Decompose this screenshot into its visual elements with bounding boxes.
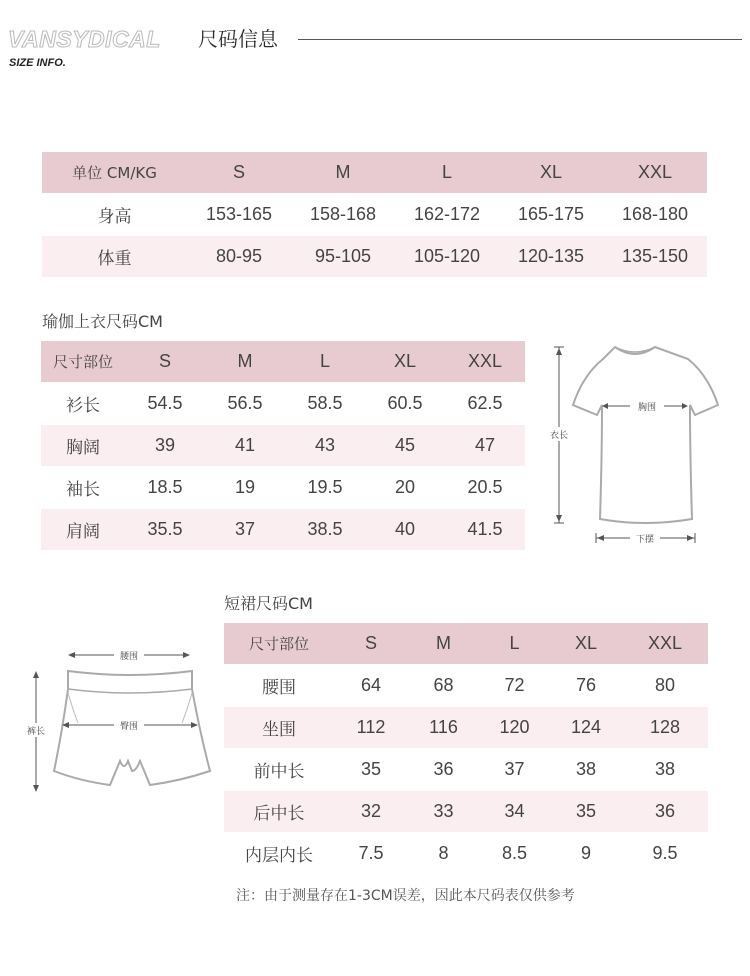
table-cell: 158-168: [309, 204, 377, 224]
table-row: [41, 466, 525, 509]
table-cell: 162-172: [413, 204, 481, 224]
table-cell: 33: [408, 791, 479, 832]
header-divider: [298, 39, 742, 40]
table-cell: 36: [433, 759, 454, 779]
chest-label: 胸围: [637, 403, 657, 413]
row-label: 体重: [42, 236, 187, 277]
table-cell: 20.5: [467, 477, 503, 497]
table-cell: 80-95: [187, 236, 291, 277]
table-cell: 68: [433, 675, 454, 695]
table-cell: 47: [445, 425, 525, 466]
table-cell: 64: [360, 675, 382, 695]
row-label: 肩阔: [41, 509, 125, 550]
table-cell: 72: [504, 675, 525, 695]
table-cell: 34: [479, 791, 550, 832]
column-header: 尺寸部位: [224, 623, 334, 664]
table-cell: 80: [654, 675, 676, 695]
row-label: 胸阔: [41, 425, 125, 466]
skirt-size-table: [224, 623, 708, 875]
table-cell: 37: [504, 759, 525, 779]
column-header: M: [291, 152, 395, 193]
column-header: M: [205, 341, 285, 382]
row-label: 身高: [97, 207, 132, 227]
table-cell: 40: [365, 509, 445, 550]
disclaimer-note: 注：由于测量存在1-3CM误差，因此本尺码表仅供参考: [236, 888, 575, 904]
column-header: XXL: [445, 341, 525, 382]
table-cell: 95-105: [291, 236, 395, 277]
table-cell: 153-165: [205, 204, 273, 224]
table-cell: 43: [285, 425, 365, 466]
table-row: [224, 791, 708, 832]
length-label: 衣长: [549, 431, 569, 441]
skirt-section-title: 短裙尺码CM: [224, 594, 313, 613]
column-header: L: [395, 152, 499, 193]
table-row: [41, 382, 525, 425]
table-row: [224, 748, 708, 791]
table-cell: 20: [394, 477, 416, 497]
column-header: S: [125, 341, 205, 382]
brand-logo: VANSYDICAL: [8, 26, 161, 52]
skirt-diagram: [20, 643, 220, 803]
row-label: 后中长: [224, 791, 334, 832]
column-header: XXL: [603, 152, 707, 193]
column-header: XL: [550, 623, 622, 664]
column-header: L: [479, 623, 550, 664]
table-cell: 8: [438, 843, 449, 863]
table-cell: 112: [334, 707, 408, 748]
page-subtitle: SIZE INFO.: [9, 57, 66, 69]
column-header: S: [334, 623, 408, 664]
column-header: XXL: [622, 623, 708, 664]
row-label: 前中长: [253, 762, 305, 782]
hem-label: 下摆: [635, 535, 655, 545]
table-header-row: [42, 152, 707, 193]
row-label: 袖长: [66, 480, 100, 500]
table-cell: 38: [654, 759, 676, 779]
table-cell: 19: [234, 477, 256, 497]
table-cell: 62.5: [467, 393, 503, 413]
table-row: [41, 425, 525, 466]
table-cell: 41: [205, 425, 285, 466]
row-label: 内层内长: [245, 846, 313, 866]
table-cell: 38.5: [285, 509, 365, 550]
table-cell: 35: [550, 791, 622, 832]
table-cell: 38: [575, 759, 597, 779]
page-title: 尺码信息: [198, 27, 278, 51]
table-cell: 60.5: [387, 393, 423, 413]
top-size-table: [41, 341, 525, 550]
table-cell: 105-120: [395, 236, 499, 277]
table-cell: 56.5: [227, 393, 263, 413]
table-cell: 7.5: [358, 843, 384, 863]
table-cell: 37: [205, 509, 285, 550]
general-size-table: [42, 152, 707, 277]
table-cell: 9.5: [652, 843, 678, 863]
table-cell: 168-180: [621, 204, 689, 224]
column-header: 尺寸部位: [41, 341, 125, 382]
hip-label: 臀围: [119, 722, 139, 732]
row-label: 坐围: [224, 707, 334, 748]
tshirt-outline-icon: [573, 347, 718, 523]
table-cell: 76: [575, 675, 597, 695]
table-cell: 116: [408, 707, 479, 748]
column-header: L: [285, 341, 365, 382]
column-header: XL: [365, 341, 445, 382]
table-row: [41, 509, 525, 550]
table-cell: 35.5: [125, 509, 205, 550]
table-cell: 36: [622, 791, 708, 832]
table-cell: 54.5: [147, 393, 183, 413]
top-section-title: 瑜伽上衣尺码CM: [42, 312, 163, 331]
table-cell: 39: [125, 425, 205, 466]
table-cell: 8.5: [501, 843, 528, 863]
row-label: 腰围: [262, 678, 296, 698]
tshirt-diagram: [540, 335, 735, 550]
table-cell: 165-175: [517, 204, 585, 224]
table-cell: 18.5: [147, 477, 183, 497]
table-cell: 58.5: [307, 393, 343, 413]
table-cell: 35: [360, 759, 382, 779]
table-row: [224, 707, 708, 748]
table-header-row: [41, 341, 525, 382]
column-header: 单位 CM/KG: [42, 152, 187, 193]
table-row: [42, 236, 707, 277]
column-header: M: [408, 623, 479, 664]
table-row: [42, 193, 707, 236]
table-cell: 19.5: [307, 477, 343, 497]
table-header-row: [224, 623, 708, 664]
length-label: 裤长: [26, 727, 46, 737]
table-cell: 120-135: [499, 236, 603, 277]
table-cell: 124: [550, 707, 622, 748]
table-cell: 32: [334, 791, 408, 832]
column-header: S: [187, 152, 291, 193]
table-row: [224, 664, 708, 707]
row-label: 衫长: [66, 396, 100, 416]
table-cell: 120: [479, 707, 550, 748]
table-cell: 9: [580, 843, 591, 863]
waist-label: 腰围: [119, 652, 139, 662]
table-cell: 45: [365, 425, 445, 466]
table-row: [224, 832, 708, 875]
column-header: XL: [499, 152, 603, 193]
table-cell: 135-150: [603, 236, 707, 277]
table-cell: 41.5: [445, 509, 525, 550]
table-cell: 128: [622, 707, 708, 748]
